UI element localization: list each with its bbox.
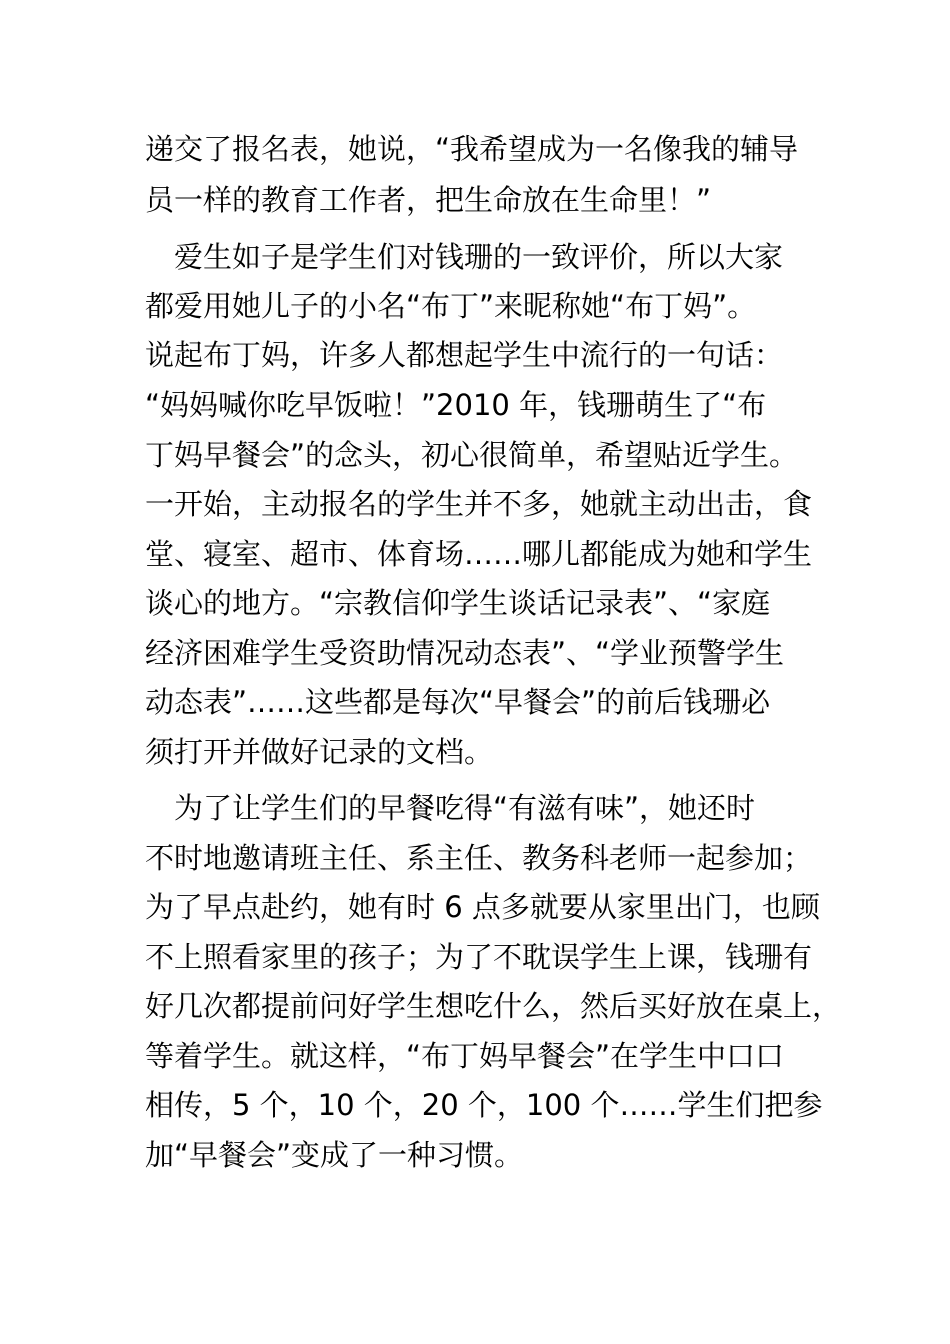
text-line: 说起布丁妈，许多人都想起学生中流行的一句话： bbox=[145, 338, 784, 372]
text-line: 堂、寝室、超市、体育场……哪儿都能成为她和学生 bbox=[145, 537, 813, 571]
text-line: 丁妈早餐会”的念头，初心很简单，希望贴近学生。 bbox=[145, 438, 799, 472]
paragraph-start-line: 为了让学生们的早餐吃得“有滋有味”，她还时 bbox=[145, 791, 756, 825]
text-line: 谈心的地方。“宗教信仰学生谈话记录表”、“家庭 bbox=[145, 586, 771, 620]
text-line: 为了早点赴约，她有时 6 点多就要从家里出门，也顾 bbox=[145, 890, 820, 924]
text-line: 不上照看家里的孩子；为了不耽误学生上课，钱珊有 bbox=[145, 940, 813, 974]
text-line: 动态表”……这些都是每次“早餐会”的前后钱珊必 bbox=[145, 685, 771, 719]
text-line: 好几次都提前问好学生想吃什么，然后买好放在桌上， bbox=[145, 989, 842, 1023]
text-line: 须打开并做好记录的文档。 bbox=[145, 735, 494, 769]
text-line: 等着学生。就这样，“布丁妈早餐会”在学生中口口 bbox=[145, 1039, 785, 1073]
text-line: 递交了报名表，她说，“我希望成为一名像我的辅导 bbox=[145, 132, 799, 166]
paragraph-start-line: 爱生如子是学生们对钱珊的一致评价，所以大家 bbox=[145, 240, 784, 274]
text-line: 加“早餐会”变成了一种习惯。 bbox=[145, 1138, 524, 1172]
text-line: 相传，5 个，10 个，20 个，100 个……学生们把参 bbox=[145, 1088, 823, 1122]
text-line: 员一样的教育工作者，把生命放在生命里！” bbox=[145, 183, 712, 217]
text-line: “妈妈喊你吃早饭啦！”2010 年，钱珊萌生了“布 bbox=[145, 388, 767, 422]
text-line: 一开始，主动报名的学生并不多，她就主动出击，食 bbox=[145, 487, 813, 521]
text-line: 不时地邀请班主任、系主任、教务科老师一起参加； bbox=[145, 841, 813, 875]
text-line: 都爱用她儿子的小名“布丁”来昵称她“布丁妈”。 bbox=[145, 289, 757, 323]
text-line: 经济困难学生受资助情况动态表”、“学业预警学生 bbox=[145, 636, 785, 670]
